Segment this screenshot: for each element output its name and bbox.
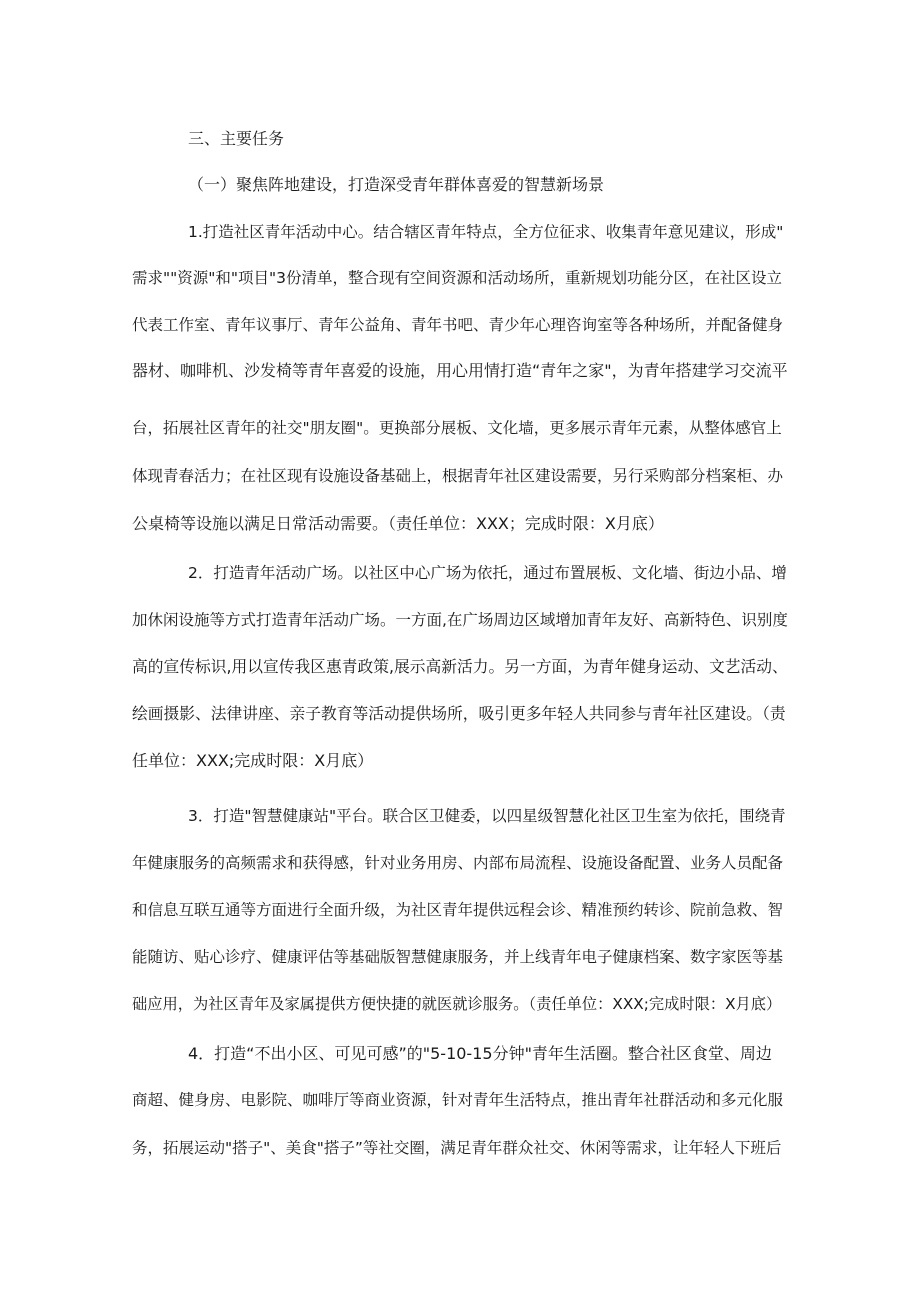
paragraph-line: 器材、咖啡机、沙发椅等青年喜爱的设施，用心用情打造“青年之家"，为青年搭建学习交流平: [132, 361, 788, 380]
paragraph-line: 能随访、贴心诊疗、健康评估等基础版智慧健康服务，并上线青年电子健康档案、数字家医等基: [132, 948, 784, 966]
paragraph-line: 础应用，为社区青年及家属提供方便快捷的就医就诊服务。（责任单位：XXX;完成时限：X月底）: [132, 995, 782, 1013]
paragraph-line: 1.打造社区青年活动中心。结合辖区青年特点，全方位征求、收集青年意见建议，形成": [188, 223, 784, 241]
subsection-heading: （一）聚焦阵地建设，打造深受青年群体喜爱的智慧新场景: [188, 175, 605, 194]
section-heading: 三、主要任务: [188, 129, 285, 148]
paragraph-line: 需求""资源"和"项目"3份清单，整合现有空间资源和活动场所，重新规划功能分区，在社区设立: [132, 269, 783, 287]
paragraph-line: 3．打造"智慧健康站"平台。联合区卫健委，以四星级智慧化社区卫生室为依托，围绕青: [188, 807, 786, 825]
paragraph-line: 公桌椅等设施以满足日常活动需要。（责任单位：XXX；完成时限：X月底）: [132, 514, 664, 533]
paragraph-line: 年健康服务的高频需求和获得感，针对业务用房、内部布局流程、设施设备配置、业务人员配备: [132, 854, 784, 872]
paragraph-line: 2．打造青年活动广场。以社区中心广场为依托，通过布置展板、文化墙、街边小品、增: [188, 564, 787, 582]
paragraph-line: 务，拓展运动"搭子"、美食"搭子”等社交圈，满足青年群众社交、休闲等需求，让年轻人下班后: [132, 1139, 782, 1157]
paragraph-line: 体现青春活力；在社区现有设施设备基础上，根据青年社区建设需要，另行采购部分档案柜、办: [132, 467, 784, 485]
paragraph-line: 任单位：XXX;完成时限：X月底）: [132, 751, 374, 770]
paragraph-line: 台，拓展社区青年的社交"朋友圈"。更换部分展板、文化墙，更多展示青年元素，从整体感官上: [132, 419, 782, 437]
paragraph-line: 绘画摄影、法律讲座、亲子教育等活动提供场所，吸引更多年轻人共同参与青年社区建设。（责: [132, 704, 786, 723]
paragraph-line: 高的宣传标识,用以宣传我区惠青政策,展示高新活力。另一方面，为青年健身运动、文艺活动、: [132, 657, 788, 676]
paragraph-line: 和信息互联互通等方面进行全面升级，为社区青年提供远程会诊、精准预约转诊、院前急救、智: [132, 901, 784, 919]
paragraph-line: 4．打造“不出小区、可见可感”的"5-10-15分钟"青年生活圈。整合社区食堂、周边: [188, 1044, 772, 1063]
paragraph-line: 代表工作室、青年议事厅、青年公益角、青年书吧、青少年心理咨询室等各种场所，并配备健身: [132, 316, 784, 334]
paragraph-line: 商超、健身房、电影院、咖啡厅等商业资源，针对青年生活特点，推出青年社群活动和多元化服: [132, 1091, 784, 1109]
paragraph-line: 加休闲设施等方式打造青年活动广场。一方面,在广场周边区域增加青年友好、高新特色、识别度: [132, 611, 788, 629]
